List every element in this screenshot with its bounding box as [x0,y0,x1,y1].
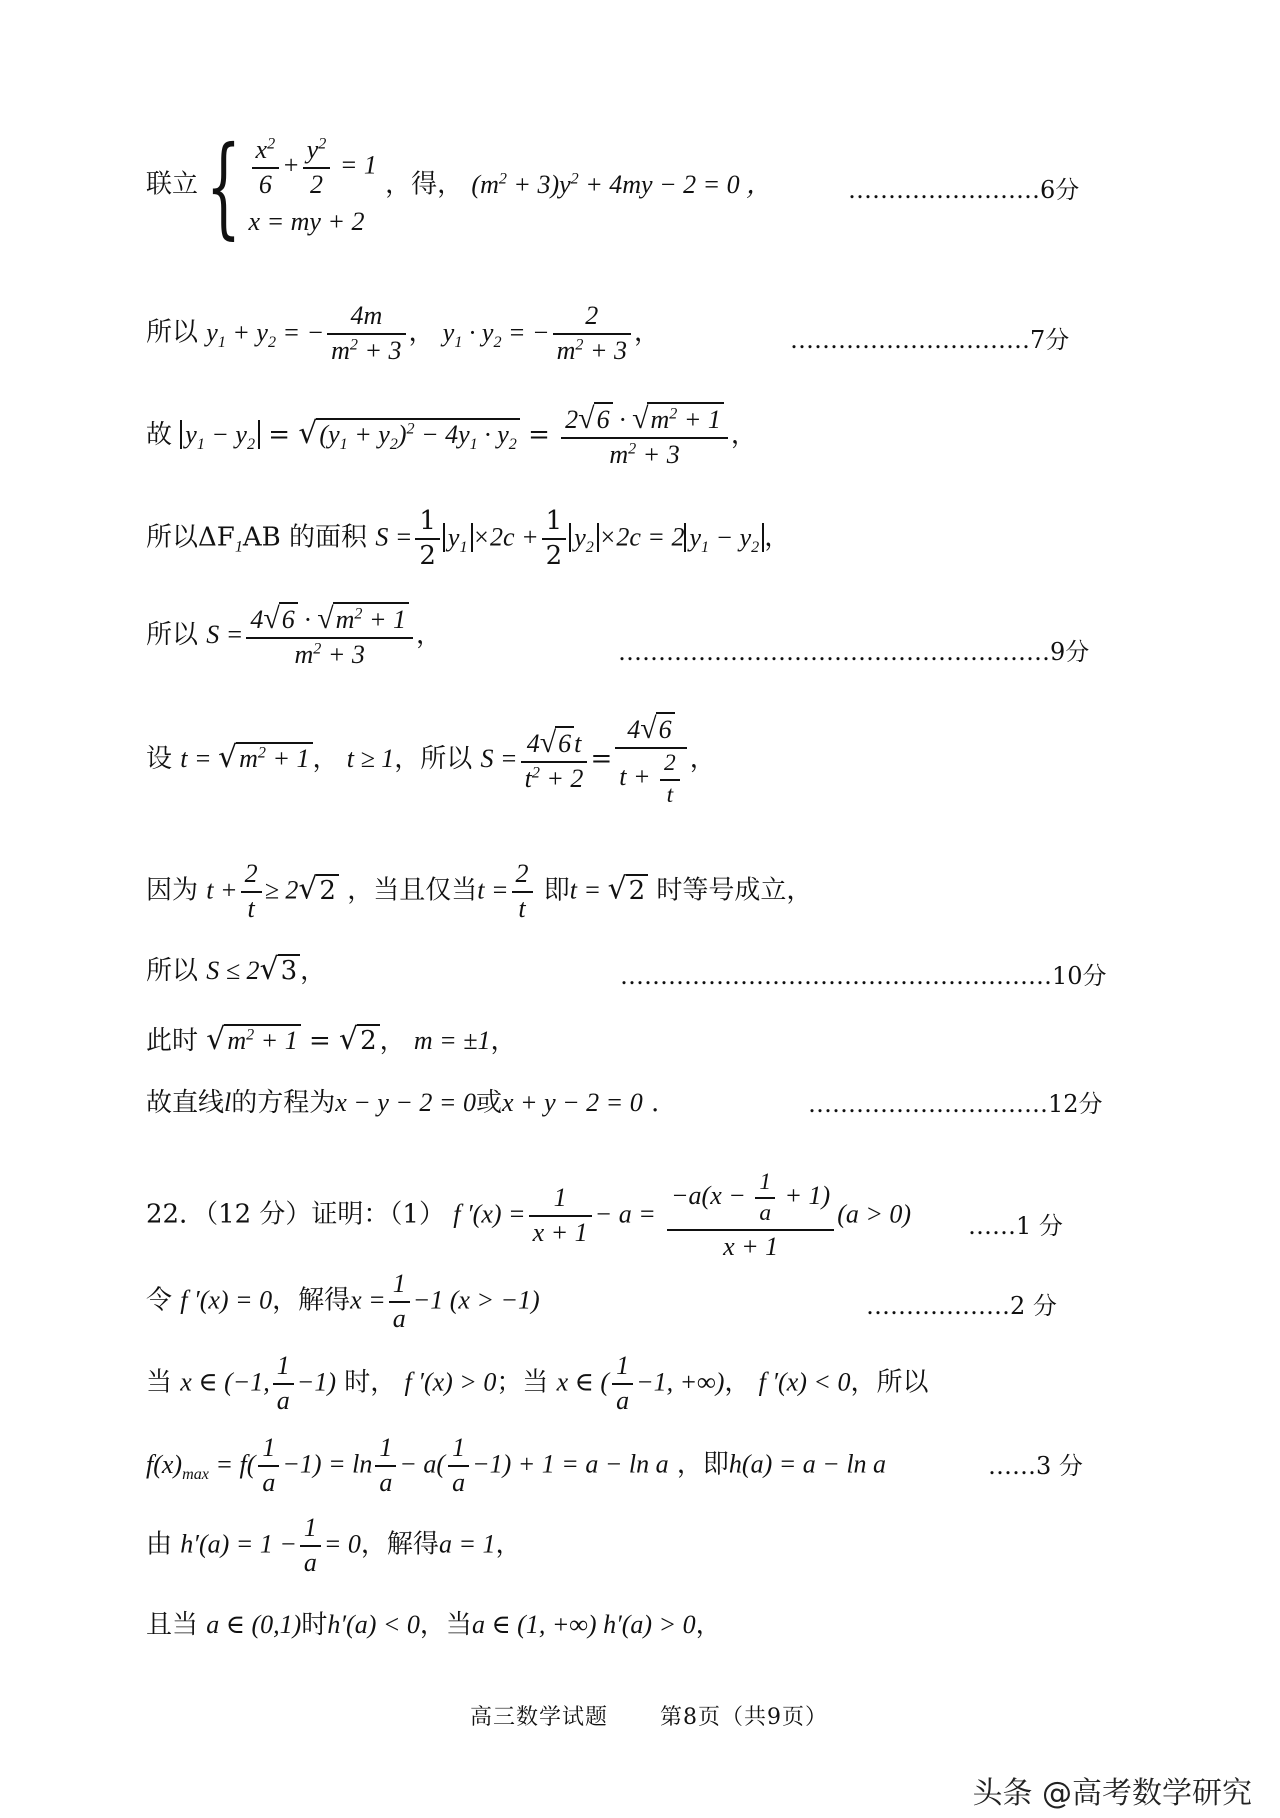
line-q22-critical: 令 f ′(x) = 0，解得x = $\frac{1}{a}$ −1 (x > −1) [146,1269,540,1333]
text-fangcheng: 的方程为 [231,1088,336,1118]
equation-quadratic: $(m^2 + 3)y^2 + 4my - 2 = 0$ ， [471,169,773,199]
text-yinwei: 因为 [146,875,199,906]
text-dang-2: ；当 [496,1367,549,1398]
text-ji-2: ，即 [676,1449,729,1480]
line-vieta: 所以 $y_1 + y_2$ = − $\frac{4m}{m^2 + 3}$ ， $y_1 \cdot y_2$ = − $\frac{2}{m^2 + 3}$ ， [146,301,661,365]
text-gu: 故 [146,419,173,450]
score-q2: ………………2 分 [866,1292,1057,1320]
text-equality: 时等号成立， [656,875,813,906]
line-q22-h-derivative: 由 h′(a) = 1 − $\frac{1}{a}$ = 0，解得a = 1， [146,1513,522,1577]
text-area-prefix: 所以ΔF [146,522,235,553]
score-7: …………………………7分 [790,326,1070,354]
text-jiede-2: ，解得 [360,1529,439,1560]
line-S: 所以 S = $\frac{4√6 \cdot √m^2 + 1}{m^2 + 3}$ ， [146,602,443,670]
watermark: 头条 @高考数学研究 [972,1776,1252,1811]
text-dang-3: ，当 [419,1610,472,1640]
line-m-value: 此时 $√m^2 + 1 = √2$ ， m = ±1， [146,1022,517,1057]
line-q22-h-sign: 且当 a ∈ (0,1)时h′(a) < 0，当a ∈ (1, +∞) h′(a) > 0， [146,1610,722,1640]
text-qiedang: 且当 [146,1610,199,1640]
text-dangqie: ，当且仅当 [347,875,478,906]
page-footer [470,1700,828,1731]
score-9: ………………………………………………9分 [618,638,1090,666]
equation-system: $\frac{x^2}{6}$ + $\frac{y^2}{2}$ = 1 x = my + 2 [248,135,377,236]
text-ji: 即 [543,875,570,906]
text-ling: 令 [146,1285,173,1316]
line-area: 所以$\Delta F_1AB$ 的面积 S = $\frac{1}{2}$ $y_1 \times 2c$ + $\frac{1}{2}$ $y_2 \times 2c = 2$ $y_1 - y_2$ ， [146,506,791,571]
line-abs-diff: 故 $y_1 - y_2 = √(y_1 + y_2)^2 - 4y_1 \cdot y_2$ = $\frac{2√6 \cdot √m^2 + 1}{m^2 + 3}$ ， [146,402,757,470]
text-dang: 当 [146,1367,173,1398]
line-system [146,121,773,250]
line-q22-max: $f(x)_{max} = f$( $\frac{1}{a}$ −1) = ln $\frac{1}{a}$ − a( $\frac{1}{a}$ −1) + 1 = a − ln a ，即h(a) = a − ln a [146,1433,887,1497]
text-huo: 或 [475,1088,502,1118]
footer-title: 高三数学试题 [470,1705,609,1730]
text-suoyi-2: 所以 [146,619,199,650]
score-10: ………………………………………………10分 [620,962,1107,990]
text-suoyi-5: ，所以 [850,1367,929,1398]
text-shi: 时， [344,1367,397,1398]
text-q22-head: 22．（12 分）证明：（1） [146,1199,445,1230]
text-gu-zhixian: 故直线 [146,1088,225,1118]
line-line-equation: 故直线l的方程为x − y − 2 = 0或x + y − 2 = 0 . [146,1088,660,1118]
score-6: ……………………6分 [848,176,1080,204]
text-de: ，得， [385,169,464,200]
line-q22-monotonic: 当 x ∈ (−1, $\frac{1}{a}$ −1) 时， f ′(x) > 0；当 x ∈ ( $\frac{1}{a}$ −1, +∞)， f ′(x) < 0，所以 [146,1351,929,1415]
text-suoyi-3: ，所以 [394,743,473,774]
text-you: 由 [146,1529,173,1560]
text-shi-2: 时 [301,1610,328,1640]
text-area-mid: AB 的面积 [242,522,368,553]
text-cishi: 此时 [146,1026,199,1056]
text-she: 设 [146,743,173,774]
score-12: …………………………12分 [808,1090,1103,1118]
text-lianli: 联立 [146,169,199,200]
text-suoyi: 所以 [146,317,199,348]
line-S-bound: 所以 S ≤ 2√3 ， [146,952,327,987]
text-jiede: ，解得 [272,1285,351,1316]
footer-page-number: 第8页（共9页） [660,1705,829,1730]
line-am-gm: 因为 t + $\frac{2}{t}$ ≥ 2√2 ，当且仅当t = $\frac{2}{t}$ 即t = √2 时等号成立， [146,859,813,923]
brace-symbol: { [206,121,242,250]
score-q3: ……3 分 [988,1452,1083,1480]
text-suoyi-4: 所以 [146,956,199,986]
line-q22-derivative: 22．（12 分）证明：（1） f ′(x) = $\frac{1}{x + 1}$ − a = −a(x − $\frac{1}{a}$ + 1) x + 1 (a > 0) [146,1169,912,1261]
score-q1: ……1 分 [968,1212,1063,1240]
line-substitution: 设 $t = √m^2 + 1$ ， t ≥ 1，所以 S = $\frac{4√6 t}{t^2 + 2}$ = 4√6 t + $\frac{2}{t}$ ， [146,712,716,808]
